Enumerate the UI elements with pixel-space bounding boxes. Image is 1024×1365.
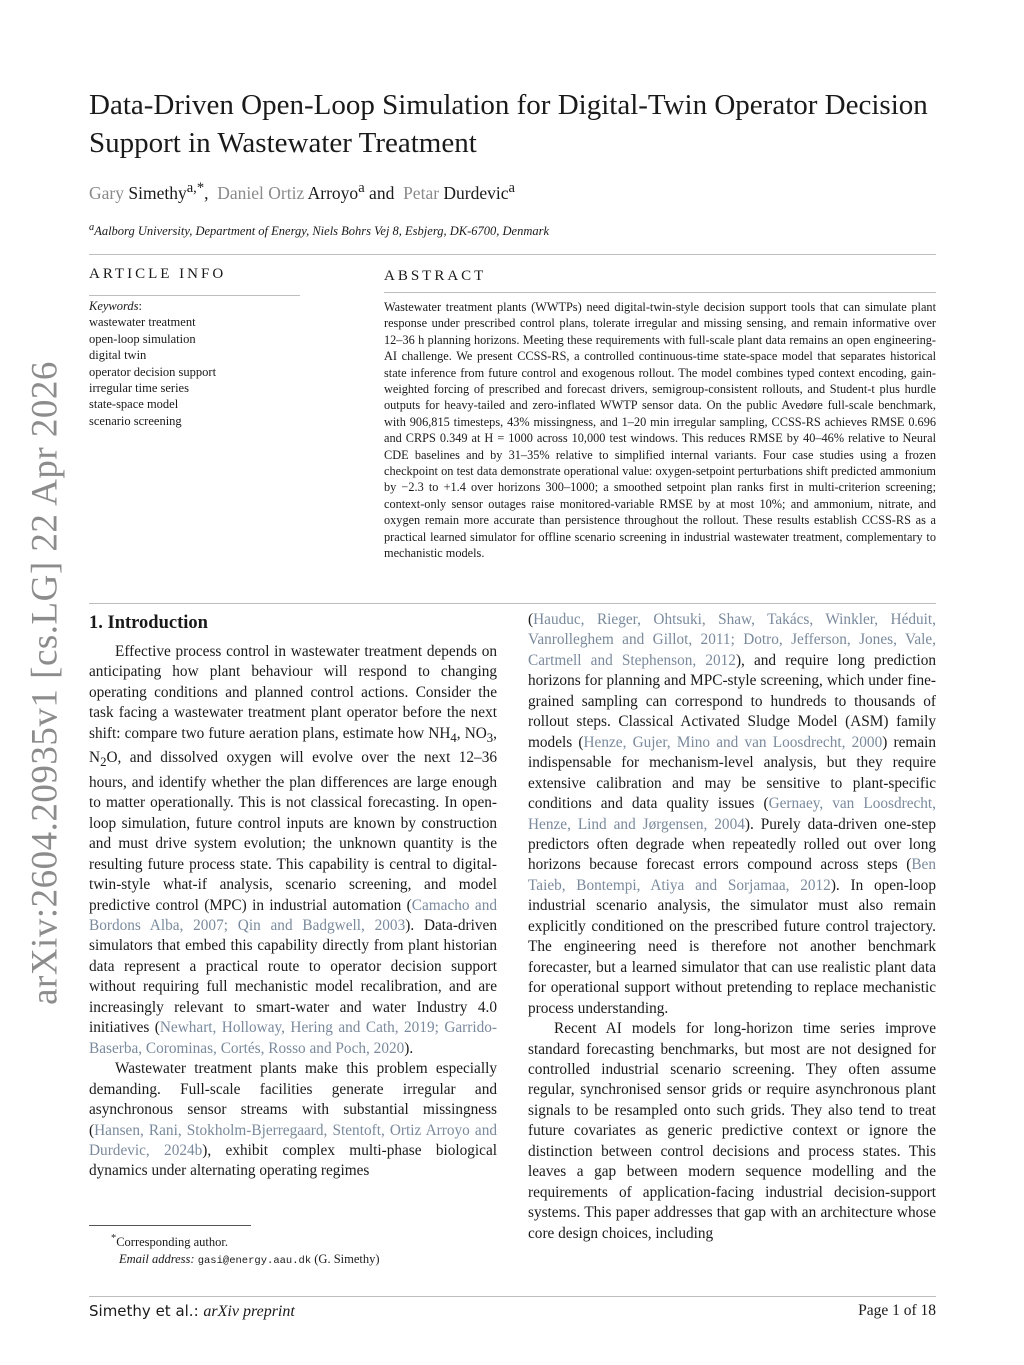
arxiv-sidebar <box>14 361 76 1005</box>
citation-link[interactable]: Ben Taieb, Bontempi, Atiya and Sorjamaa, 2012 <box>528 856 936 894</box>
author-sup: a <box>508 180 516 196</box>
footnote-divider <box>89 1225 251 1226</box>
abstract-text: Wastewater treatment plants (WWTPs) need digital-twin-style decision support tools that can simulate plant response under prescribed control plans, tolerate irregular and missing sensing, and remain informative over 12–36 h planning horizons. Meeting these requirements with full-scale plant data remains an open engineering-AI challenge. We present CCSS-RS, a controlled continuous-time state-space model that separates historical state inference from future control and exogenous rollout. The model combines typed context encoding, gain-weighted forcing of prescribed and forecast drivers, semigroup-consistent rollouts, and Student-t plus hurdle outputs for heavy-tailed and zero-inflated WWTP sensor data. On the public Avedøre full-scale benchmark, with 906,815 timesteps, 43% missingness, and 1–20 min irregular sampling, CCSS-RS achieves RMSE 0.696 and CRPS 0.349 at H = 1000 across 10,000 test windows. This reduces RMSE by 40–46% relative to Neural CDE baselines and by 31–35% relative to simplified internal variants. Four case studies using a frozen checkpoint on test data demonstrate operational value: oxygen-setpoint perturbations shift predicted ammonium by −2.3 to +1.4 over horizons 300–1000; a smoothed setpoint plan ranks first in multi-criterion screening; context-only sensor outages raise monitored-variable RMSE by at most 10%; and ammonium, nitrate, and oxygen remain more accurate than persistence throughout the rollout. These results establish CCSS-RS as a practical learned simulator for offline scenario screening in industrial wastewater treatment, complementary to mechanistic models. <box>384 300 936 561</box>
keyword-item: digital twin <box>89 348 147 363</box>
affiliation: $^a$Aalborg University, Department of Energy, Niels Bohrs Vej 8, Esbjerg, DK-6700, Denmark <box>89 222 550 239</box>
paragraph: Recent AI models for long-horizon time series improve standard forecasting benchmarks, but most are not designed for controlled industrial scenario screening. They often assume regular, synchronised sensor grids or require asynchronous plant signals to be resampled onto such grids. They also tend to treat future covariates as generic predictive context or ignore the distinction between control decisions and process states. This leaves a gap between modern sequence modelling and the requirements of application-facing industrial decision-support systems. This paper addresses that gap with an architecture whose core design choices, including <box>528 1020 936 1242</box>
author-last-name: Arroyo <box>307 182 359 203</box>
email-link[interactable]: gasi@energy.aau.dk <box>197 1255 312 1268</box>
citation-link[interactable]: Gernaey, van Loosdrecht, Henze, Lind and Jørgensen, 2004 <box>528 795 936 833</box>
citation-link[interactable]: Hansen, Rani, Stokholm-Bjerregaard, Stentoft, Ortiz Arroyo and Durdevic, 2024b <box>89 1121 497 1159</box>
right-column <box>528 610 936 1244</box>
divider <box>89 603 936 604</box>
paragraph: Effective process control in wastewater treatment depends on anticipating how plant behaviour will respond to changing operating conditions and planned control actions. Consider the task facing a wastewater treatment plant operator before the next shift: compare two future aeration plans, estimate how $NH_4$, $NO_3$, $N_2O$, and dissolved oxygen will evolve over the next 12–36 hours, and identify whether the plan differences are large enough to matter operationally. This is not classical forecasting. In open-loop simulation, future control inputs are known by construction and must drive system evolution; the unknown quantity is the resulting future process state. This capability is central to digital-twin-style what-if analysis, scenario screening, and model predictive control (MPC) in industrial automation (Camacho and Bordons Alba, 2007; Qin and Badgwell, 2003). Data-driven simulators that embed this capability directly from plant historian data represent a practical route to operator decision support without requiring full mechanistic model recalibration, and are increasingly relevant to smart-water and water Industry 4.0 initiatives (Newhart, Holloway, Hering and Cath, 2019; Garrido-Baserba, Corominas, Cortés, Rosso and Poch, 2020). <box>89 643 497 1057</box>
left-column <box>89 642 497 1182</box>
keyword-item: wastewater treatment <box>89 315 196 330</box>
divider <box>384 292 936 293</box>
author-first-name: Petar <box>403 182 440 203</box>
keyword-item: operator decision support <box>89 364 217 379</box>
paragraph: Wastewater treatment plants make this problem especially demanding. Full-scale facilities generate irregular and asynchronous sensor streams with substantial missingness (Hansen, Rani, Stokholm-Bjerregaard, Stentoft, Ortiz Arroyo and Durdevic, 2024b), exhibit complex multi-phase biological dynamics under alternating operating regimes <box>89 1060 497 1180</box>
author-last-name: Simethy <box>128 182 187 203</box>
keyword-item: irregular time series <box>89 381 189 396</box>
citation-link[interactable]: Henze, Gujer, Mino and van Loosdrecht, 2000 <box>583 733 883 751</box>
paragraph: (Hauduc, Rieger, Ohtsuki, Shaw, Takács, Winkler, Héduit, Vanrolleghem and Gillot, 2011; Dotro, Jefferson, Jones, Vale, Cartmell and Stephenson, 2012), and require long prediction horizons for planning and MPC-style screening, which under fine-grained sampling can correspond to hundreds to thousands of rollout steps. Classical Activated Sludge Model (ASM) family models (Henze, Gujer, Mino and van Loosdrecht, 2000) remain indispensable for mechanism-level analysis, but they require extensive calibration and may be sensitive to plant-specific conditions and data quality issues (Gernaey, van Loosdrecht, Henze, Lind and Jørgensen, 2004). Purely data-driven one-step predictors often degrade when repeatedly rolled out over long horizons because forecast errors compound across steps (Ben Taieb, Bontempi, Atiya and Sorjamaa, 2012). In open-loop industrial scenario analysis, the simulator must also remain explicitly conditioned on the prescribed future control trajectory. The engineering need is therefore not another benchmark forecaster, but a learned simulator that can use realistic plant data for operational support without pretending to replace mechanistic process understanding. <box>528 611 937 1017</box>
keywords-label: Keywords <box>89 299 139 313</box>
author-first-name: Gary <box>89 182 124 203</box>
author-last-name: Durdevic <box>443 182 509 203</box>
keyword-item: scenario screening <box>89 413 182 428</box>
author-sup: a <box>358 180 365 196</box>
author-sup: a,* <box>186 180 205 196</box>
arxiv-identifier: arXiv:2604.20935v1 [cs.LG] 22 Apr 2026 <box>24 361 66 1005</box>
divider <box>89 295 300 296</box>
keyword-item: open-loop simulation <box>89 331 196 346</box>
abstract-heading: ABSTRACT <box>384 268 487 284</box>
running-footer: Simethy et al.: arXiv preprint <box>89 1302 295 1320</box>
keyword-item: state-space model <box>89 397 179 412</box>
section-heading: 1. Introduction <box>89 613 208 633</box>
citation-link[interactable]: Hauduc, Rieger, Ohtsuki, Shaw, Takács, Winkler, Héduit, Vanrolleghem and Gillot, 2011; Dotro, Jefferson, Jones, Vale, Cartmell and Stephenson, 2012 <box>528 611 936 669</box>
citation-link[interactable]: Camacho and Bordons Alba, 2007; Qin and Badgwell, 2003 <box>89 896 497 934</box>
paper-title: Data-Driven Open-Loop Simulation for Digital-Twin Operator Decision Support in Wastewater Treatment <box>89 89 928 159</box>
author-list: Gary Simethy$^{a,*}$, Daniel Ortiz Arroyo$^a$ and Petar Durdevic$^a$ <box>89 180 516 203</box>
footnote: *Corresponding author. Email address: gasi@energy.aau.dk (G. Simethy) <box>111 1233 380 1268</box>
article-info-heading: ARTICLE INFO <box>89 266 227 282</box>
page-number: Page 1 of 18 <box>858 1302 936 1319</box>
keywords-list: Keywords: wastewater treatment open-loop simulation digital twin operator decision support irregular time series state-space model scenario screening <box>89 299 217 428</box>
author-first-name: Daniel Ortiz <box>217 182 305 203</box>
divider <box>89 254 936 255</box>
citation-link[interactable]: Newhart, Holloway, Hering and Cath, 2019; Garrido-Baserba, Corominas, Cortés, Rosso and Poch, 2020 <box>89 1019 497 1057</box>
divider <box>89 1296 936 1297</box>
